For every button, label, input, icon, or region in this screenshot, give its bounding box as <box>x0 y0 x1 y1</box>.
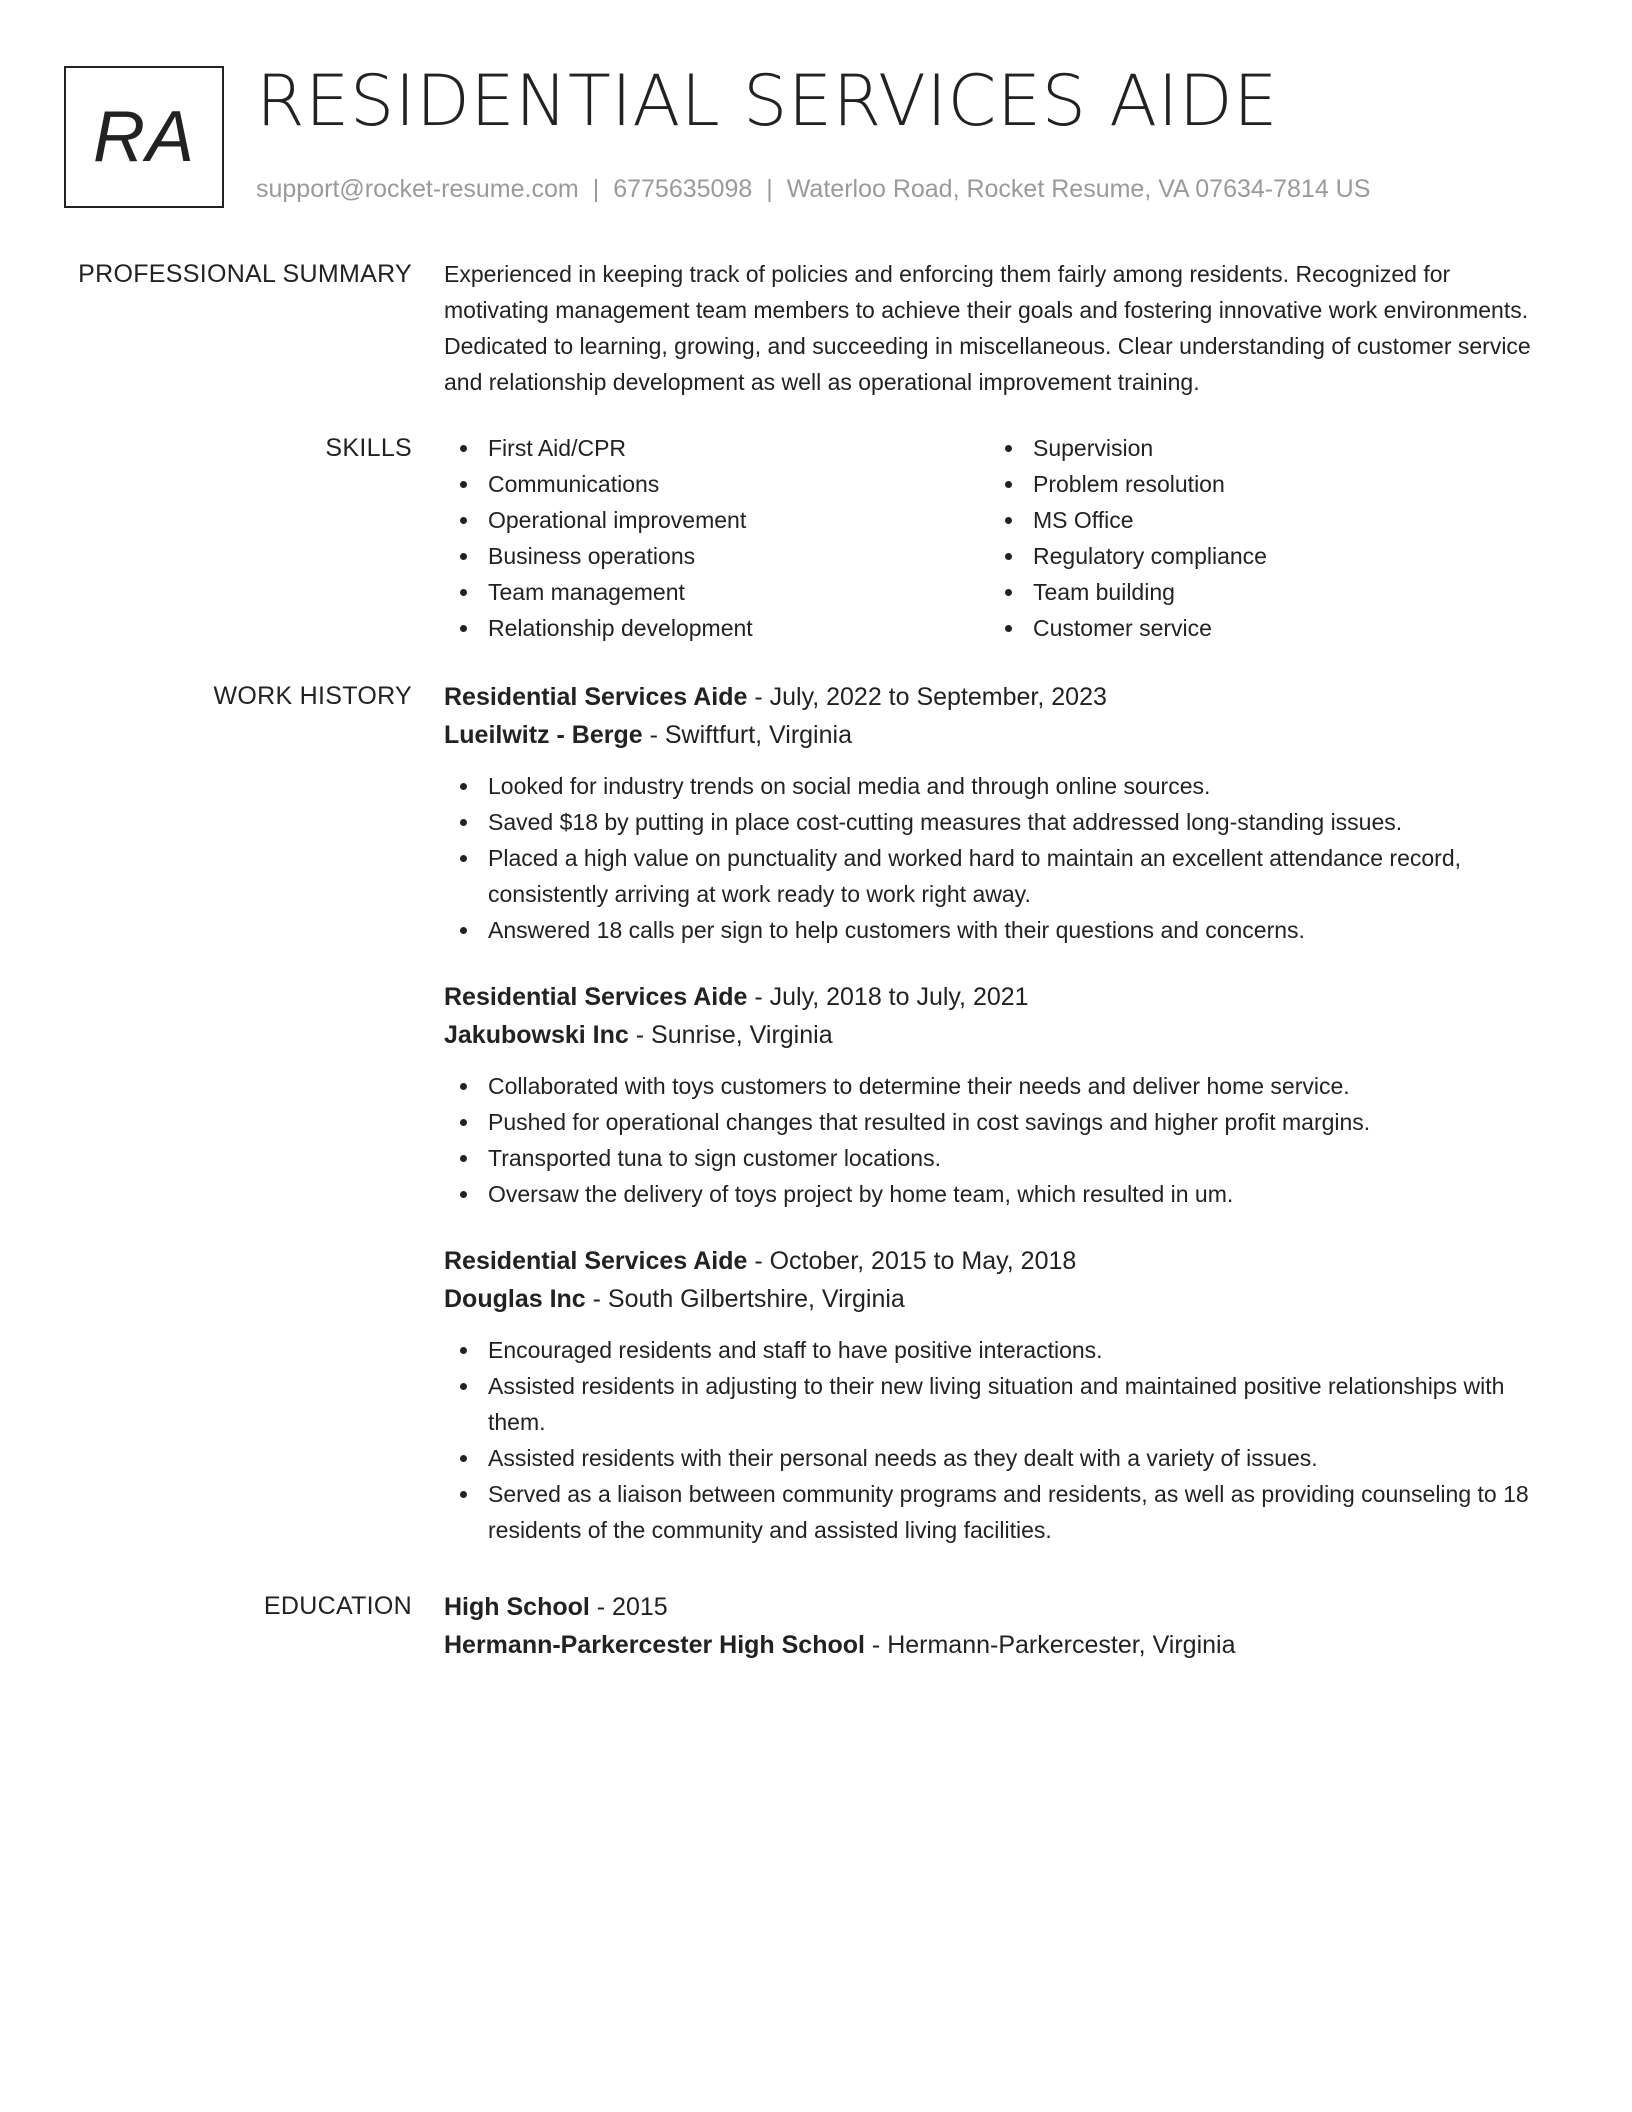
skills-body <box>444 430 1556 646</box>
skill-item: Regulatory compliance <box>989 538 1534 574</box>
job-company: Jakubowski Inc <box>444 1021 629 1049</box>
skill-item: Supervision <box>989 430 1534 466</box>
job-bullet: Looked for industry trends on social media and through online sources. <box>444 768 1556 804</box>
skill-item: Team building <box>989 574 1534 610</box>
job-title: Residential Services Aide <box>444 1247 748 1275</box>
education-degree-line <box>444 1588 1556 1626</box>
job-bullet: Assisted residents with their personal needs as they dealt with a variety of issues. <box>444 1440 1556 1476</box>
job-bullet: Oversaw the delivery of toys project by home team, which resulted in um. <box>444 1176 1556 1212</box>
job-location: - Sunrise, Virginia <box>628 1021 833 1049</box>
job-bullet: Served as a liaison between community programs and residents, as well as providing counseling to 18 residents of the community and assisted living facilities. <box>444 1476 1556 1548</box>
job-bullet-list <box>444 768 1556 948</box>
contact-email: support@rocket-resume.com <box>256 175 579 203</box>
skill-item: Communications <box>444 466 989 502</box>
skill-item: Customer service <box>989 610 1534 646</box>
job-company: Douglas Inc <box>444 1285 586 1313</box>
education-year: - 2015 <box>589 1593 668 1621</box>
skills-heading: SKILLS <box>325 434 412 462</box>
job-bullet: Transported tuna to sign customer locations. <box>444 1140 1556 1176</box>
contact-phone: 6775635098 <box>613 175 753 203</box>
job-title-line <box>444 978 1556 1016</box>
work-history-heading: WORK HISTORY <box>213 682 412 710</box>
skill-item: Team management <box>444 574 989 610</box>
job-title-line <box>444 678 1556 716</box>
monogram-initials: RA <box>92 97 196 177</box>
job-dates: - October, 2015 to May, 2018 <box>747 1247 1077 1275</box>
job-title: Residential Services Aide <box>444 683 748 711</box>
skills-list-right <box>989 430 1534 646</box>
skill-item: Operational improvement <box>444 502 989 538</box>
job-dates: - July, 2018 to July, 2021 <box>747 983 1029 1011</box>
resume-name: RESIDENTIAL SERVICES AIDE <box>256 60 1278 142</box>
job-entry <box>444 978 1556 1212</box>
job-bullet-list <box>444 1332 1556 1548</box>
education-school: Hermann-Parkercester High School <box>444 1631 865 1659</box>
job-entry <box>444 678 1556 948</box>
job-location: - South Gilbertshire, Virginia <box>585 1285 905 1313</box>
contact-separator: | <box>592 175 600 203</box>
contact-line <box>256 172 1370 206</box>
skill-item: Relationship development <box>444 610 989 646</box>
job-bullet-list <box>444 1068 1556 1212</box>
job-bullet: Collaborated with toys customers to determine their needs and deliver home service. <box>444 1068 1556 1104</box>
job-company-line <box>444 716 1556 754</box>
skill-item: Business operations <box>444 538 989 574</box>
job-title-line <box>444 1242 1556 1280</box>
job-bullet: Saved $18 by putting in place cost-cutting measures that addressed long-standing issues. <box>444 804 1556 840</box>
skills-grid <box>444 430 1556 646</box>
education-body <box>444 1588 1556 1664</box>
job-bullet: Answered 18 calls per sign to help customers with their questions and concerns. <box>444 912 1556 948</box>
job-company-line <box>444 1016 1556 1054</box>
education-heading: EDUCATION <box>263 1592 412 1620</box>
skill-item: Problem resolution <box>989 466 1534 502</box>
job-location: - Swiftfurt, Virginia <box>642 721 852 749</box>
summary-text: Experienced in keeping track of policies and enforcing them fairly among residents. Recognized for motivating management team members to achieve their goals and fostering innovative work environments. Dedicated to learning, growing, and succeeding in miscellaneous. Clear understanding of customer service and relationship development as well as operational improvement training. <box>444 261 1531 395</box>
monogram-box <box>64 66 224 208</box>
education-degree: High School <box>444 1593 590 1621</box>
education-location: - Hermann-Parkercester, Virginia <box>864 1631 1236 1659</box>
job-title: Residential Services Aide <box>444 983 748 1011</box>
job-entry <box>444 1242 1556 1548</box>
skill-item: First Aid/CPR <box>444 430 989 466</box>
education-school-line <box>444 1626 1556 1664</box>
summary-body <box>444 256 1556 400</box>
job-bullet: Encouraged residents and staff to have positive interactions. <box>444 1332 1556 1368</box>
job-company: Lueilwitz - Berge <box>444 721 643 749</box>
job-bullet: Pushed for operational changes that resulted in cost savings and higher profit margins. <box>444 1104 1556 1140</box>
job-company-line <box>444 1280 1556 1318</box>
job-bullet: Placed a high value on punctuality and worked hard to maintain an excellent attendance record, consistently arriving at work ready to work right away. <box>444 840 1556 912</box>
skills-list-left <box>444 430 989 646</box>
skill-item: MS Office <box>989 502 1534 538</box>
job-dates: - July, 2022 to September, 2023 <box>747 683 1107 711</box>
contact-separator: | <box>766 175 773 203</box>
job-bullet: Assisted residents in adjusting to their new living situation and maintained positive relationships with them. <box>444 1368 1556 1440</box>
contact-address: Waterloo Road, Rocket Resume, VA 07634-7814 US <box>786 175 1371 203</box>
summary-heading: PROFESSIONAL SUMMARY <box>78 260 412 288</box>
work-history-body <box>444 678 1556 1578</box>
